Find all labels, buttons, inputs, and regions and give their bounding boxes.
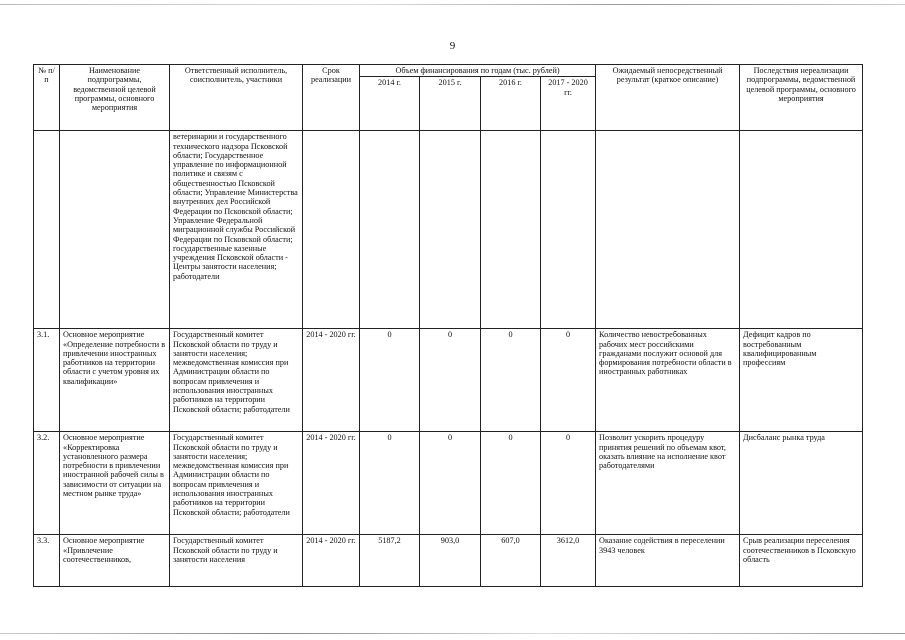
header-row-1 xyxy=(34,65,863,77)
program-table xyxy=(33,64,863,587)
row-2015: 0 xyxy=(420,432,481,535)
row-2015 xyxy=(420,131,481,329)
row-2017-2020: 0 xyxy=(541,329,596,432)
row-2015: 903,0 xyxy=(420,535,481,587)
header-year-2014: 2014 г. xyxy=(360,77,420,131)
row-name: Основное мероприятие «Корректировка установленного размера потребности в привлечении иностранной рабочей силы в зависимости от ситуации на местном рынке труда» xyxy=(60,432,170,535)
table-row xyxy=(34,329,863,432)
row-2014 xyxy=(360,131,420,329)
top-border-line xyxy=(0,4,905,5)
header-term: Срок реализации xyxy=(303,65,360,131)
header-consequences: Последствия нереализации подпрограммы, ведомственной целевой программы, основного мероприятия xyxy=(740,65,863,131)
row-2016: 0 xyxy=(481,432,541,535)
row-num: 3.2. xyxy=(34,432,60,535)
row-result: Позволит ускорить процедуру принятия решений по объемам квот, оказать влияние на исполнение квот работодателями xyxy=(596,432,740,535)
header-num: № п/п xyxy=(34,65,60,131)
row-result xyxy=(596,131,740,329)
row-consequences: Дефицит кадров по востребованным квалифицированным профессиям xyxy=(740,329,863,432)
page-number: 9 xyxy=(449,40,456,52)
row-name: Основное мероприятие «Определение потребности в привлечении иностранных работников на территории области с учетом уровня их квалификации» xyxy=(60,329,170,432)
row-consequences xyxy=(740,131,863,329)
row-2015: 0 xyxy=(420,329,481,432)
row-term: 2014 - 2020 гг. xyxy=(303,329,360,432)
row-result: Оказание содействия в переселении 3943 человек xyxy=(596,535,740,587)
header-result: Ожидаемый непосредственный результат (краткое описание) xyxy=(596,65,740,131)
row-result: Количество невостребованных рабочих мест российскими гражданами послужит основой для формирования потребности области в иностранных работниках xyxy=(596,329,740,432)
row-executor: Государственный комитет Псковской области по труду и занятости населения xyxy=(170,535,303,587)
row-2014: 5187,2 xyxy=(360,535,420,587)
row-2016: 0 xyxy=(481,329,541,432)
row-term: 2014 - 2020 гг. xyxy=(303,535,360,587)
row-name: Основное мероприятие «Привлечение соотечественников, xyxy=(60,535,170,587)
row-num: 3.1. xyxy=(34,329,60,432)
header-year-2016: 2016 г. xyxy=(481,77,541,131)
row-executor: Государственный комитет Псковской области по труду и занятости населения; межведомственная комиссия при Администрации области по вопросам привлечения и использования иностранных работников на территории Псковской области; работодатели xyxy=(170,432,303,535)
table-row xyxy=(34,535,863,587)
row-2017-2020: 3612,0 xyxy=(541,535,596,587)
row-2014: 0 xyxy=(360,432,420,535)
row-executor: Государственный комитет Псковской области по труду и занятости населения; межведомственная комиссия при Администрации области по вопросам привлечения и использования иностранных работников на территории Псковской области; работодатели xyxy=(170,329,303,432)
row-2017-2020 xyxy=(541,131,596,329)
row-2017-2020: 0 xyxy=(541,432,596,535)
row-num: 3.3. xyxy=(34,535,60,587)
row-executor: ветеринарии и государственного технического надзора Псковской области; Государственное управление по информационной политике и связям с общественностью Псковской области; Управление Министерства внутренних дел Российской Федерации по Псковской области; Управление Федеральной миграционной службы Российской Федерации по Псковской области; государственные казенные учреждения Псковской области - Центры занятости населения; работодатели xyxy=(170,131,303,329)
row-name xyxy=(60,131,170,329)
bottom-border-line xyxy=(0,633,905,634)
row-consequences: Срыв реализации переселения соотечественников в Псковскую область xyxy=(740,535,863,587)
row-2016 xyxy=(481,131,541,329)
header-executor: Ответственный исполнитель, соисполнитель, участники xyxy=(170,65,303,131)
header-year-2017-2020: 2017 - 2020 гг. xyxy=(541,77,596,131)
row-term xyxy=(303,131,360,329)
table-row xyxy=(34,432,863,535)
header-year-2015: 2015 г. xyxy=(420,77,481,131)
table-row xyxy=(34,131,863,329)
row-num xyxy=(34,131,60,329)
header-financing: Объем финансирования по годам (тыс. рублей) xyxy=(360,65,596,77)
row-term: 2014 - 2020 гг. xyxy=(303,432,360,535)
header-name: Наименование подпрограммы, ведомственной целевой программы, основного мероприятия xyxy=(60,65,170,131)
row-consequences: Дисбаланс рынка труда xyxy=(740,432,863,535)
row-2016: 607,0 xyxy=(481,535,541,587)
row-2014: 0 xyxy=(360,329,420,432)
